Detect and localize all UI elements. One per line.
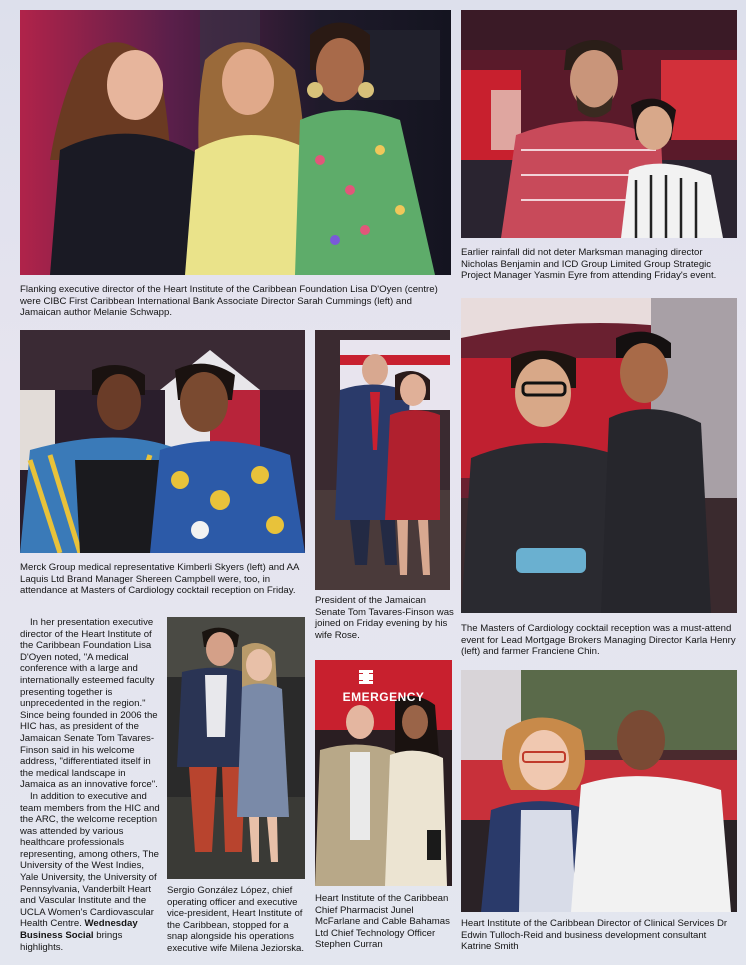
photo-henry-chin-caption: The Masters of Cardiology cocktail reception was a must-attend event for Lead Mortgage Brokers Managing Director Karla Henry (left) and farmer Franciene Chin.	[461, 623, 736, 658]
article-body	[20, 617, 160, 953]
column-brand: Wednesday Business Social	[20, 918, 138, 942]
emergency-sign: EMERGENCY	[342, 690, 425, 704]
photo-tulloch-reid-smith	[461, 670, 737, 912]
photo-mcfarlane-curran	[315, 660, 452, 886]
article-paragraph-2	[20, 791, 160, 953]
photo-gonzalez-jeziorska	[167, 617, 305, 879]
photo-three-women-caption: Flanking executive director of the Heart Institute of the Caribbean Foundation Lisa D'Oyen (centre) were CIBC First Caribbean International Bank Associate Director Sarah Cummings (left) and Jamaican author Melanie Schwapp.	[20, 284, 438, 319]
photo-skyers-campbell	[20, 330, 305, 553]
photo-skyers-campbell-caption: Merck Group medical representative Kimberli Skyers (left) and AA Laquis Ltd Brand Manager Shereen Campbell were, too, in attendance at Masters of Cardiology cocktail reception on Friday.	[20, 562, 299, 597]
photo-tavares-finson-caption: President of the Jamaican Senate Tom Tavares-Finson was joined on Friday evening by his wife Rose.	[315, 595, 454, 641]
photo-benjamin-eyre	[461, 10, 737, 238]
photo-three-women	[20, 10, 451, 275]
photo-tulloch-reid-smith-caption: Heart Institute of the Caribbean Director of Clinical Services Dr Edwin Tulloch-Reid and business development consultant Katrine Smith	[461, 918, 728, 953]
photo-henry-chin	[461, 298, 737, 613]
photo-tavares-finson	[315, 330, 450, 590]
article-paragraph-2-text: In addition to executive and team members from the HIC and the ARC, the welcome reception was attended by various healthcare professionals representing, among others, The University of the West Indies, Yale University, the University of Pennsylvania, Vanderbilt Heart and Vascular Institute and the UCLA Women's Cardiovascular Health Centre.	[20, 790, 160, 930]
article-paragraph-1: In her presentation executive director of the Heart Institute of the Caribbean Foundation Lisa D'Oyen noted, "A medical conference with a large and internationally esteemed faculty presenting together is unprecedented in the region." Since being founded in 2006 the HIC has, as president of the Jamaican Senate Tom Tavares-Finson said in his welcome address, "differentiated itself in the medical landscape in Jamaica as an innovative force".	[20, 617, 158, 791]
photo-benjamin-eyre-caption: Earlier rainfall did not deter Marksman managing director Nicholas Benjamin and ICD Group Limited Group Strategic Project Manager Yasmin Eyre from attending Friday's event.	[461, 247, 717, 282]
photo-mcfarlane-curran-caption: Heart Institute of the Caribbean Chief Pharmacist Junel McFarlane and Cable Bahamas Ltd Chief Technology Officer Stephen Curran	[315, 893, 450, 951]
photo-gonzalez-jeziorska-caption: Sergio González López, chief operating officer and executive vice-president, Heart Institute of the Caribbean, stopped for a snap alongside his operations executive wife Milena Jeziorska.	[167, 885, 305, 954]
article-paragraph-2-end: brings highlights.	[20, 930, 123, 953]
